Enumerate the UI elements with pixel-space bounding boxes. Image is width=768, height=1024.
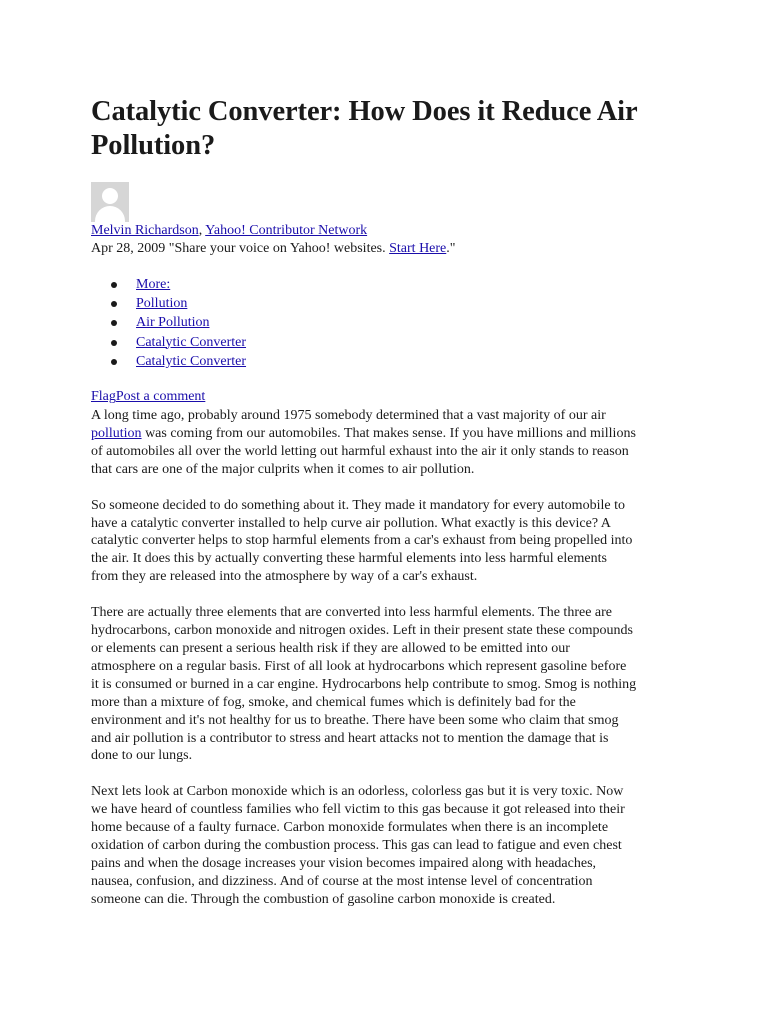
text-line: done to our lungs.: [91, 748, 193, 764]
pollution-link[interactable]: pollution: [91, 425, 142, 441]
bullet-icon: [111, 282, 117, 288]
avatar-shoulders-shape: [95, 206, 125, 222]
text-line: it is consumed or burned in a car engine. Hydrocarbons help contribute to smog. Smog is nothing: [91, 676, 637, 692]
avatar-head-shape: [102, 188, 118, 204]
author-link[interactable]: Melvin Richardson: [91, 223, 199, 238]
text-line: from they are released into the atmosphere by way of a car's exhaust.: [91, 569, 478, 585]
date-text: Apr 28, 2009 "Share your voice on Yahoo! websites.: [91, 241, 390, 256]
tag-item-air-pollution: [91, 315, 246, 334]
text-line: oxidation of carbon during the combustion process. This gas can lead to fatigue and even chest: [91, 838, 622, 854]
article-actions: [91, 389, 205, 405]
text-line: have a catalytic converter installed to help curve air pollution. What exactly is this device? A: [91, 515, 611, 531]
bullet-icon: [111, 359, 117, 365]
network-link[interactable]: Yahoo! Contributor Network: [205, 223, 368, 238]
date-suffix: .": [446, 241, 456, 256]
tag-item-catalytic-converter: [91, 335, 246, 354]
text-line: hydrocarbons, carbon monoxide and nitrogen oxides. Left in their present state these compounds: [91, 623, 633, 639]
article-title: Catalytic Converter: How Does it Reduce Air Pollution?: [91, 96, 638, 161]
article-body: [91, 407, 683, 927]
text-line: or elements can present a serious health risk if they are allowed to be emitted into our: [91, 640, 570, 656]
text-line: that cars are one of the major culprits when it comes to air pollution.: [91, 461, 475, 477]
text-line: Next lets look at Carbon monoxide which is an odorless, colorless gas but it is very toxic. Now: [91, 784, 624, 800]
start-here-link[interactable]: Start Here: [389, 241, 447, 256]
tag-item-pollution: [91, 296, 246, 315]
paragraph-1: [91, 407, 683, 479]
bullet-icon: [111, 320, 117, 326]
tag-link-air-pollution[interactable]: Air Pollution: [136, 315, 210, 331]
bullet-icon: [111, 301, 117, 307]
byline-separator: ,: [198, 223, 206, 238]
tag-item-more: [91, 277, 246, 296]
user-avatar-icon[interactable]: [91, 182, 129, 222]
text-line: [91, 425, 683, 443]
text-line: nausea, confusion, and dizziness. And of course at the most intense level of concentration: [91, 873, 593, 889]
text-line: So someone decided to do something about it. They made it mandatory for every automobile to: [91, 497, 625, 513]
text-line: and air pollution is a contributor to stress and heart attacks not to mention the damage that is: [91, 730, 609, 746]
flag-link[interactable]: Flag: [91, 389, 116, 404]
text-line: we have heard of countless families who fell victim to this gas because it got released into their: [91, 802, 625, 818]
text-line: pains and when the dosage increases your vision becomes impaired along with headaches,: [91, 855, 597, 871]
text-line: A long time ago, probably around 1975 somebody determined that a vast majority of our air: [91, 408, 606, 423]
tag-link-catalytic-converter[interactable]: Catalytic Converter: [136, 334, 247, 350]
text-line: the air. It does this by actually converting these harmful elements into less harmful elements: [91, 551, 607, 567]
byline: [91, 223, 367, 239]
paragraph-4: [91, 783, 683, 908]
text-line: atmosphere on a regular basis. First of all look at hydrocarbons which represent gasoline before: [91, 658, 627, 674]
paragraph-2: [91, 497, 683, 587]
tag-link-more[interactable]: More:: [136, 277, 171, 292]
text-line: someone can die. Through the combustion of gasoline carbon monoxide is created.: [91, 891, 556, 907]
paragraph-3: [91, 604, 683, 765]
text-line: home because of a faulty furnace. Carbon monoxide formulates when there is an incomplete: [91, 820, 609, 836]
text-line: of automobiles all over the world letting out harmful exhaust into the air it only stands to reason: [91, 443, 629, 459]
tag-link-pollution[interactable]: Pollution: [136, 296, 188, 312]
tag-item-catalytic-converter-2: [91, 354, 246, 373]
text-line: catalytic converter helps to stop harmful elements from a car's exhaust from being propelled into: [91, 533, 633, 549]
bullet-icon: [111, 340, 117, 346]
post-comment-link[interactable]: Post a comment: [115, 389, 206, 404]
text-line: environment and it's not healthy for us to breathe. There have been some who claim that smog: [91, 712, 619, 728]
tag-link-catalytic-converter-2[interactable]: Catalytic Converter: [136, 353, 247, 369]
text-line-rest: was coming from our automobiles. That makes sense. If you have millions and millions: [141, 425, 636, 441]
text-line: more than a mixture of fog, smoke, and chemical fumes which is definitely bad for the: [91, 694, 576, 710]
dateline: [91, 241, 456, 257]
tag-list: [91, 277, 246, 373]
text-line: There are actually three elements that are converted into less harmful elements. The three are: [91, 605, 612, 621]
